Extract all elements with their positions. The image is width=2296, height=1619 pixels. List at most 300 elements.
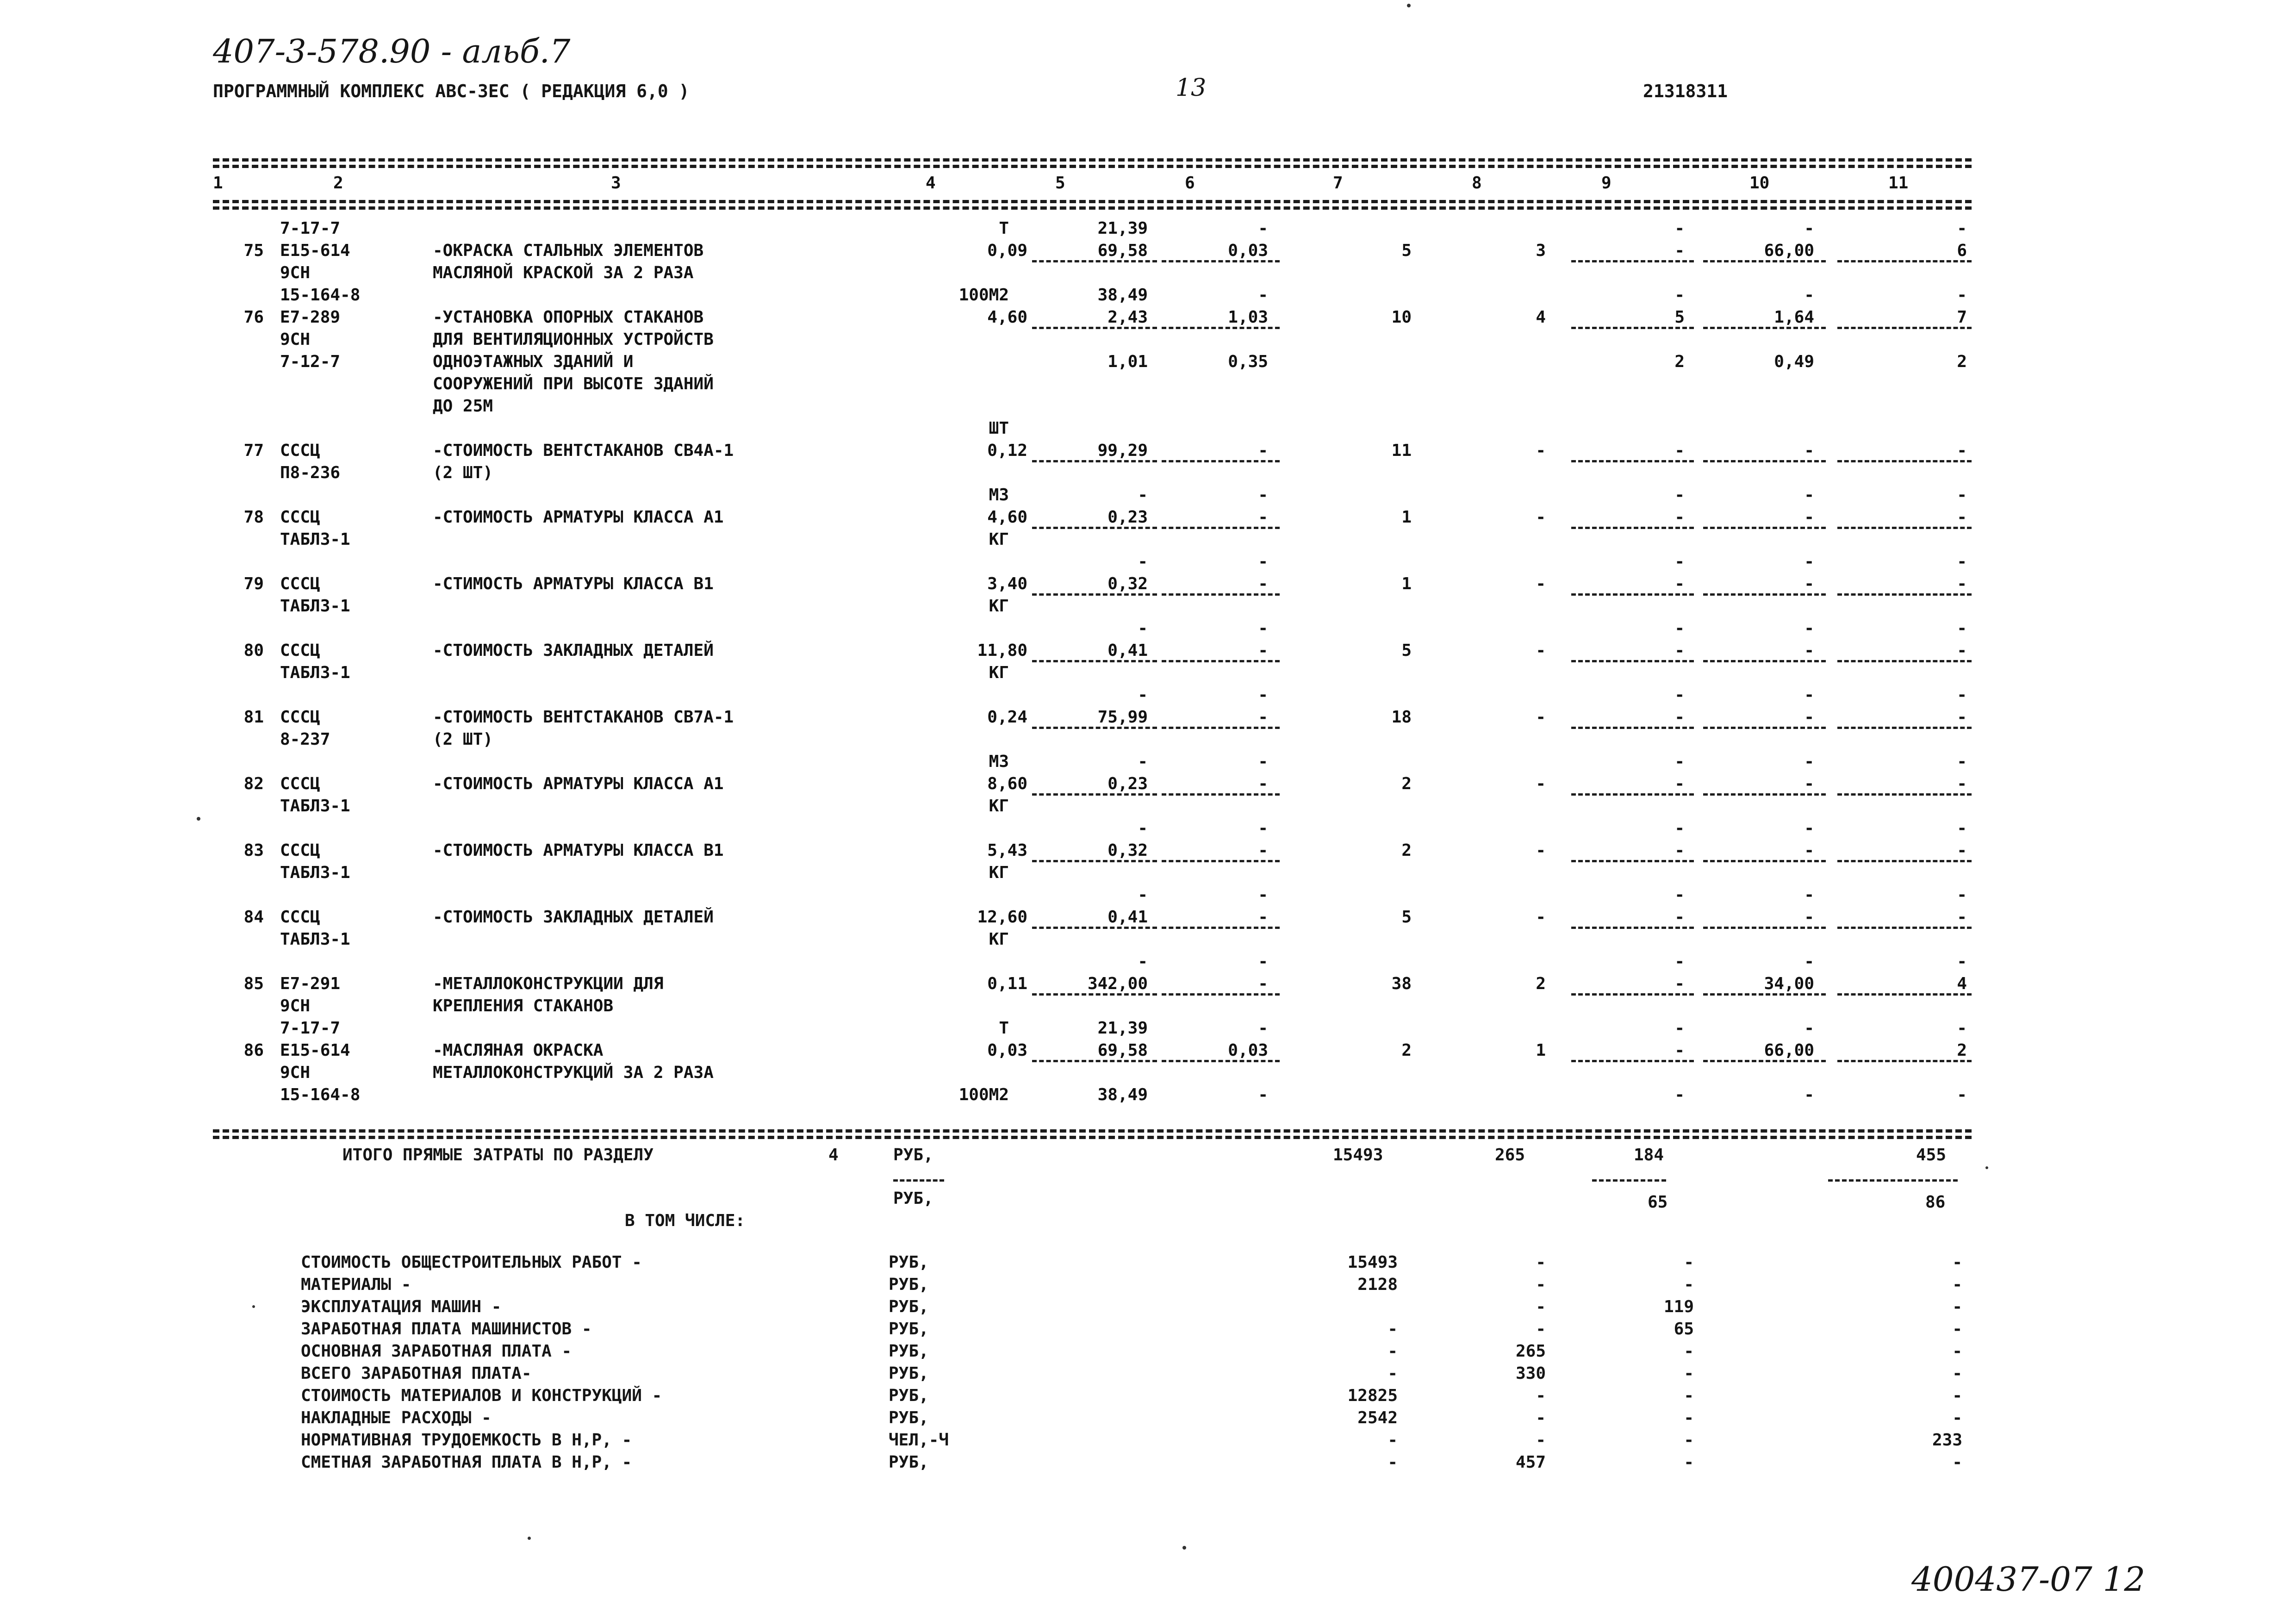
cell-unit: КГ <box>989 597 1009 616</box>
cell-code: 15-164-8 <box>280 1085 361 1104</box>
table-row <box>213 329 1972 351</box>
cell-c8: 1 <box>1536 1041 1546 1060</box>
cell-unit: КГ <box>989 530 1009 549</box>
cell-n: 80 <box>243 641 264 660</box>
table-row <box>213 551 1972 573</box>
column-number-5: 5 <box>1055 174 1065 193</box>
cell-c11: 2 <box>1957 352 1967 371</box>
summary-c9: - <box>1684 1386 1694 1405</box>
cell-c4: 0,11 <box>987 974 1027 993</box>
cell-c10: 34,00 <box>1764 974 1814 993</box>
cell-c9: - <box>1674 286 1685 305</box>
totals-col9: 184 <box>1634 1146 1664 1164</box>
summary-unit: РУБ, <box>889 1342 929 1361</box>
cell-name: -СТОИМОСТЬ ВЕНТСТАКАНОВ СВ4А-1 <box>433 441 734 460</box>
cell-c7: 2 <box>1401 1041 1412 1060</box>
header-rule-2 <box>213 206 1972 210</box>
cell-c6: 0,03 <box>1228 241 1268 260</box>
summary-c11: - <box>1952 1297 1962 1316</box>
cell-c4: 4,60 <box>987 308 1027 327</box>
cell-unit: КГ <box>989 663 1009 682</box>
cell-c10: 1,64 <box>1774 308 1814 327</box>
cell-c6: - <box>1258 286 1268 305</box>
cell-c9: - <box>1674 441 1685 460</box>
cell-name: -СТОИМОСТЬ АРМАТУРЫ КЛАССА В1 <box>433 841 724 860</box>
cell-c11: - <box>1957 908 1967 927</box>
table-row <box>213 595 1972 617</box>
cell-c6: 0,03 <box>1228 1041 1268 1060</box>
cell-c11: - <box>1957 552 1967 571</box>
document-code: 21318311 <box>1643 81 1728 101</box>
cell-code: 7-17-7 <box>280 1019 341 1038</box>
cell-c4: 11,80 <box>977 641 1027 660</box>
cell-unit: ШТ <box>989 419 1009 438</box>
cell-c6: - <box>1258 708 1268 727</box>
header-rule <box>213 200 1972 203</box>
cell-c5: 1,01 <box>1108 352 1148 371</box>
summary-c7: 12825 <box>1347 1386 1398 1405</box>
cell-c6: - <box>1258 685 1268 704</box>
summary-label: СМЕТНАЯ ЗАРАБОТНАЯ ПЛАТА В Н,Р, - <box>301 1453 632 1472</box>
cell-c9: - <box>1674 1019 1685 1038</box>
cell-c11: - <box>1957 1019 1967 1038</box>
cell-n: 77 <box>243 441 264 460</box>
totals-col11: 455 <box>1916 1146 1947 1164</box>
cell-n: 84 <box>243 908 264 927</box>
summary-unit: РУБ, <box>889 1275 929 1294</box>
cell-c10: - <box>1804 908 1814 927</box>
cell-name: -СТОИМОСТЬ ЗАКЛАДНЫХ ДЕТАЛЕЙ <box>433 908 714 927</box>
cell-name: -СТИМОСТЬ АРМАТУРЫ КЛАССА В1 <box>433 574 714 593</box>
summary-label: МАТЕРИАЛЫ - <box>301 1275 411 1294</box>
cell-c11: - <box>1957 1085 1967 1104</box>
cell-c5: 2,43 <box>1108 308 1148 327</box>
cell-c10: - <box>1804 774 1814 793</box>
summary-label: СТОИМОСТЬ ОБЩЕСТРОИТЕЛЬНЫХ РАБОТ - <box>301 1253 642 1272</box>
cell-code: СССЦ <box>280 508 320 527</box>
cell-unit: 100М2 <box>958 286 1009 305</box>
table-row <box>213 906 1972 928</box>
table-row <box>213 1017 1972 1040</box>
table-row <box>213 617 1972 640</box>
summary-c7: 2128 <box>1357 1275 1398 1294</box>
cell-c9: - <box>1674 974 1685 993</box>
table-row <box>213 262 1972 284</box>
cell-c7: 38 <box>1391 974 1412 993</box>
cell-c8: - <box>1536 908 1546 927</box>
cell-c8: - <box>1536 841 1546 860</box>
cell-c5: - <box>1138 819 1148 838</box>
column-number-3: 3 <box>611 174 621 193</box>
column-number-11: 11 <box>1888 174 1909 193</box>
cell-c6: - <box>1258 1019 1268 1038</box>
cell-c9: 5 <box>1674 308 1685 327</box>
cell-c9: - <box>1674 219 1685 238</box>
cell-c5: - <box>1138 552 1148 571</box>
cell-c9: - <box>1674 685 1685 704</box>
table-row <box>213 306 1972 329</box>
cell-name: -ОКРАСКА СТАЛЬНЫХ ЭЛЕМЕНТОВ <box>433 241 704 260</box>
cell-c11: - <box>1957 774 1967 793</box>
cell-c5: 0,41 <box>1108 641 1148 660</box>
summary-block <box>0 1254 2296 1495</box>
cell-c7: 5 <box>1401 641 1412 660</box>
cell-c11: - <box>1957 819 1967 838</box>
cell-name: -СТОИМОСТЬ АРМАТУРЫ КЛАССА А1 <box>433 508 724 527</box>
cell-c11: 2 <box>1957 1041 1967 1060</box>
cell-c5: 21,39 <box>1097 1019 1148 1038</box>
cell-c6: - <box>1258 885 1268 904</box>
summary-c9: - <box>1684 1342 1694 1361</box>
summary-c9: 119 <box>1663 1297 1694 1316</box>
table-row <box>213 995 1972 1017</box>
cell-name: МАСЛЯНОЙ КРАСКОЙ ЗА 2 РАЗА <box>433 263 694 282</box>
summary-label: ЗАРАБОТНАЯ ПЛАТА МАШИНИСТОВ - <box>301 1320 592 1339</box>
column-number-10: 10 <box>1749 174 1770 193</box>
cell-c6: - <box>1258 952 1268 971</box>
cell-c11: - <box>1957 619 1967 638</box>
scan-speck <box>252 1305 255 1308</box>
summary-c11: - <box>1952 1408 1962 1427</box>
summary-c8: - <box>1536 1275 1546 1294</box>
cell-name: (2 ШТ) <box>433 463 493 482</box>
cell-c6: - <box>1258 841 1268 860</box>
cell-c5: - <box>1138 885 1148 904</box>
cell-unit: КГ <box>989 863 1009 882</box>
cell-name: МЕТАЛЛОКОНСТРУКЦИЙ ЗА 2 РАЗА <box>433 1063 714 1082</box>
summary-c8: 330 <box>1515 1364 1546 1383</box>
cell-c8: - <box>1536 574 1546 593</box>
cell-code: СССЦ <box>280 841 320 860</box>
cell-n: 86 <box>243 1041 264 1060</box>
cell-c11: - <box>1957 508 1967 527</box>
handwritten-archive-number: 400437-07 12 <box>1911 1560 2146 1599</box>
cell-c11: - <box>1957 641 1967 660</box>
cell-c11: - <box>1957 752 1967 771</box>
cell-c8: 3 <box>1536 241 1546 260</box>
cell-code: 9СН <box>280 330 311 349</box>
summary-unit: РУБ, <box>889 1253 929 1272</box>
totals-dash <box>1828 1179 1958 1182</box>
cell-name: -СТОИМОСТЬ ЗАКЛАДНЫХ ДЕТАЛЕЙ <box>433 641 714 660</box>
cell-code: ТАБЛ3-1 <box>280 863 350 882</box>
cell-c10: - <box>1804 574 1814 593</box>
table-row <box>213 1084 1972 1106</box>
cell-c7: 1 <box>1401 574 1412 593</box>
summary-c9: 65 <box>1674 1320 1694 1339</box>
cell-code: Е7-289 <box>280 308 341 327</box>
summary-label: НАКЛАДНЫЕ РАСХОДЫ - <box>301 1408 492 1427</box>
cell-c6: 1,03 <box>1228 308 1268 327</box>
cell-code: СССЦ <box>280 774 320 793</box>
cell-code: Е15-614 <box>280 1041 350 1060</box>
cell-c6: - <box>1258 1085 1268 1104</box>
cell-c5: 0,41 <box>1108 908 1148 927</box>
summary-c9: - <box>1684 1431 1694 1450</box>
summary-c7: - <box>1388 1342 1398 1361</box>
totals-col11-2: 86 <box>1925 1193 1946 1212</box>
cell-c10: - <box>1804 641 1814 660</box>
cell-c4: 0,24 <box>987 708 1027 727</box>
cell-n: 78 <box>243 508 264 527</box>
cell-code: СССЦ <box>280 574 320 593</box>
cell-code: 7-17-7 <box>280 219 341 238</box>
cell-c9: - <box>1674 752 1685 771</box>
cell-name: -МАСЛЯНАЯ ОКРАСКА <box>433 1041 604 1060</box>
cell-code: ТАБЛ3-1 <box>280 597 350 616</box>
cell-code: ТАБЛ3-1 <box>280 930 350 949</box>
summary-c8: - <box>1536 1320 1546 1339</box>
cell-c11: - <box>1957 685 1967 704</box>
cell-unit: Т <box>999 219 1009 238</box>
summary-c9: - <box>1684 1408 1694 1427</box>
cell-c11: - <box>1957 952 1967 971</box>
table-row <box>213 529 1972 551</box>
table-row <box>213 928 1972 951</box>
cell-c5: - <box>1138 752 1148 771</box>
cell-c10: - <box>1804 286 1814 305</box>
cell-c9: - <box>1674 708 1685 727</box>
cell-c7: 18 <box>1391 708 1412 727</box>
cell-c6: - <box>1258 441 1268 460</box>
cell-unit: Т <box>999 1019 1009 1038</box>
cell-c6: - <box>1258 219 1268 238</box>
table-row <box>213 373 1972 395</box>
summary-label: ВСЕГО ЗАРАБОТНАЯ ПЛАТА- <box>301 1364 532 1383</box>
table-row <box>213 795 1972 817</box>
summary-c8: 457 <box>1515 1453 1546 1472</box>
cell-name: -СТОИМОСТЬ ВЕНТСТАКАНОВ СВ7А-1 <box>433 708 734 727</box>
cell-c6: - <box>1258 641 1268 660</box>
cell-c4: 0,12 <box>987 441 1027 460</box>
cell-c11: - <box>1957 885 1967 904</box>
summary-c7: 15493 <box>1347 1253 1398 1272</box>
summary-c11: - <box>1952 1320 1962 1339</box>
totals-unit: РУБ, <box>893 1146 933 1164</box>
cell-unit: М3 <box>989 486 1009 504</box>
cell-c9: - <box>1674 508 1685 527</box>
totals-col7: 15493 <box>1333 1146 1383 1164</box>
column-number-4: 4 <box>926 174 936 193</box>
cell-c4: 8,60 <box>987 774 1027 793</box>
totals-rule <box>213 1129 1972 1133</box>
column-number-2: 2 <box>333 174 343 193</box>
cell-c4: 5,43 <box>987 841 1027 860</box>
cell-c5: 75,99 <box>1097 708 1148 727</box>
table-row <box>213 484 1972 506</box>
cell-c10: - <box>1804 1085 1814 1104</box>
cell-c4: 12,60 <box>977 908 1027 927</box>
summary-c9: - <box>1684 1453 1694 1472</box>
cell-c9: - <box>1674 774 1685 793</box>
cell-code: СССЦ <box>280 441 320 460</box>
summary-c11: - <box>1952 1275 1962 1294</box>
summary-unit: ЧЕЛ,-Ч <box>889 1431 949 1450</box>
cell-c4: 0,09 <box>987 241 1027 260</box>
cell-c5: 0,32 <box>1108 574 1148 593</box>
table-row <box>213 1062 1972 1084</box>
top-rule-2 <box>213 165 1972 168</box>
cell-c11: - <box>1957 486 1967 504</box>
cell-c5: 69,58 <box>1097 241 1148 260</box>
cell-c6: - <box>1258 819 1268 838</box>
summary-unit: РУБ, <box>889 1320 929 1339</box>
cell-unit: 100М2 <box>958 1085 1009 1104</box>
summary-label: СТОИМОСТЬ МАТЕРИАЛОВ И КОНСТРУКЦИЙ - <box>301 1386 662 1405</box>
cell-c10: - <box>1804 219 1814 238</box>
cell-c10: - <box>1804 441 1814 460</box>
cell-c11: - <box>1957 441 1967 460</box>
summary-c7: - <box>1388 1431 1398 1450</box>
cell-c6: 0,35 <box>1228 352 1268 371</box>
scan-speck <box>1182 1546 1186 1550</box>
cell-unit: КГ <box>989 930 1009 949</box>
summary-c7: - <box>1388 1364 1398 1383</box>
summary-c11: 233 <box>1932 1431 1962 1450</box>
scan-speck <box>1985 1166 1988 1169</box>
cell-c10: - <box>1804 708 1814 727</box>
cell-c7: 1 <box>1401 508 1412 527</box>
cell-c9: - <box>1674 908 1685 927</box>
cell-c9: - <box>1674 486 1685 504</box>
cell-c5: 0,32 <box>1108 841 1148 860</box>
cell-code: 9СН <box>280 263 311 282</box>
cell-c7: 2 <box>1401 841 1412 860</box>
program-title: ПРОГРАММНЫЙ КОМПЛЕКС АВС-3ЕС ( РЕДАКЦИЯ 6,0 ) <box>213 81 690 101</box>
cell-c11: - <box>1957 219 1967 238</box>
table-row <box>213 751 1972 773</box>
cell-c10: 66,00 <box>1764 241 1814 260</box>
cell-c6: - <box>1258 486 1268 504</box>
totals-rule-2 <box>213 1136 1972 1139</box>
summary-c8: - <box>1536 1431 1546 1450</box>
column-number-6: 6 <box>1185 174 1195 193</box>
cell-name: ДО 25М <box>433 397 493 416</box>
totals-unit-2: РУБ, <box>893 1189 933 1208</box>
cell-c8: - <box>1536 774 1546 793</box>
cell-code: ТАБЛ3-1 <box>280 530 350 549</box>
cell-c6: - <box>1258 752 1268 771</box>
summary-c8: 265 <box>1515 1342 1546 1361</box>
cell-c11: - <box>1957 841 1967 860</box>
cell-c9: - <box>1674 841 1685 860</box>
table-row <box>213 440 1972 462</box>
cell-c5: 69,58 <box>1097 1041 1148 1060</box>
cell-c6: - <box>1258 552 1268 571</box>
cell-c10: 66,00 <box>1764 1041 1814 1060</box>
cell-n: 75 <box>243 241 264 260</box>
cell-c11: - <box>1957 574 1967 593</box>
cell-c9: - <box>1674 1041 1685 1060</box>
cell-c10: - <box>1804 1019 1814 1038</box>
cell-c10: - <box>1804 841 1814 860</box>
cell-c9: 2 <box>1674 352 1685 371</box>
cell-code: 7-12-7 <box>280 352 341 371</box>
cell-c11: - <box>1957 286 1967 305</box>
cell-c4: 4,60 <box>987 508 1027 527</box>
cell-unit: М3 <box>989 752 1009 771</box>
cell-c10: - <box>1804 752 1814 771</box>
summary-c7: - <box>1388 1320 1398 1339</box>
cell-c10: - <box>1804 552 1814 571</box>
cell-c9: - <box>1674 641 1685 660</box>
summary-c11: - <box>1952 1386 1962 1405</box>
cell-name: СООРУЖЕНИЙ ПРИ ВЫСОТЕ ЗДАНИЙ <box>433 374 714 393</box>
cell-c8: 2 <box>1536 974 1546 993</box>
table-row <box>213 773 1972 795</box>
cell-c4: 0,03 <box>987 1041 1027 1060</box>
summary-c9: - <box>1684 1253 1694 1272</box>
cell-code: Е7-291 <box>280 974 341 993</box>
cell-c10: - <box>1804 486 1814 504</box>
cell-c5: - <box>1138 952 1148 971</box>
cell-c7: 2 <box>1401 774 1412 793</box>
table-row <box>213 573 1972 595</box>
table-row <box>213 640 1972 662</box>
summary-c8: - <box>1536 1386 1546 1405</box>
summary-unit: РУБ, <box>889 1386 929 1405</box>
cell-c11: 7 <box>1957 308 1967 327</box>
cell-c11: 6 <box>1957 241 1967 260</box>
table-row <box>213 840 1972 862</box>
totals-col8: 265 <box>1495 1146 1525 1164</box>
cell-c5: 342,00 <box>1087 974 1148 993</box>
estimate-table <box>213 218 1972 1106</box>
handwritten-album-code: 407-3-578.90 - альб.7 <box>213 32 571 70</box>
cell-c10: - <box>1804 885 1814 904</box>
cell-unit: КГ <box>989 797 1009 816</box>
column-header-row <box>213 172 1972 195</box>
scan-speck <box>1407 4 1411 7</box>
table-row <box>213 1040 1972 1062</box>
column-number-1: 1 <box>213 174 223 193</box>
cell-code: СССЦ <box>280 908 320 927</box>
cell-c9: - <box>1674 819 1685 838</box>
cell-code: 8-237 <box>280 730 330 749</box>
cell-c5: 99,29 <box>1097 441 1148 460</box>
summary-unit: РУБ, <box>889 1364 929 1383</box>
summary-c9: - <box>1684 1364 1694 1383</box>
cell-c5: 0,23 <box>1108 508 1148 527</box>
summary-c8: - <box>1536 1408 1546 1427</box>
cell-code: П8-236 <box>280 463 341 482</box>
summary-c11: - <box>1952 1453 1962 1472</box>
cell-name: -УСТАНОВКА ОПОРНЫХ СТАКАНОВ <box>433 308 704 327</box>
summary-c11: - <box>1952 1364 1962 1383</box>
cell-c6: - <box>1258 774 1268 793</box>
cell-c8: - <box>1536 508 1546 527</box>
cell-c8: - <box>1536 708 1546 727</box>
table-row <box>213 395 1972 417</box>
cell-c7: 11 <box>1391 441 1412 460</box>
top-rule <box>213 158 1972 162</box>
cell-n: 85 <box>243 974 264 993</box>
cell-name: -МЕТАЛЛОКОНСТРУКЦИИ ДЛЯ <box>433 974 664 993</box>
column-number-9: 9 <box>1601 174 1612 193</box>
table-row <box>213 706 1972 729</box>
cell-c5: - <box>1138 685 1148 704</box>
cell-c6: - <box>1258 574 1268 593</box>
table-row <box>213 684 1972 706</box>
cell-c4: 3,40 <box>987 574 1027 593</box>
summary-c8: - <box>1536 1297 1546 1316</box>
cell-code: 15-164-8 <box>280 286 361 305</box>
summary-label: НОРМАТИВНАЯ ТРУДОЕМКОСТЬ В Н,Р, - <box>301 1431 632 1450</box>
cell-c10: 0,49 <box>1774 352 1814 371</box>
summary-c7: - <box>1388 1453 1398 1472</box>
table-row <box>213 506 1972 529</box>
cell-c10: - <box>1804 685 1814 704</box>
